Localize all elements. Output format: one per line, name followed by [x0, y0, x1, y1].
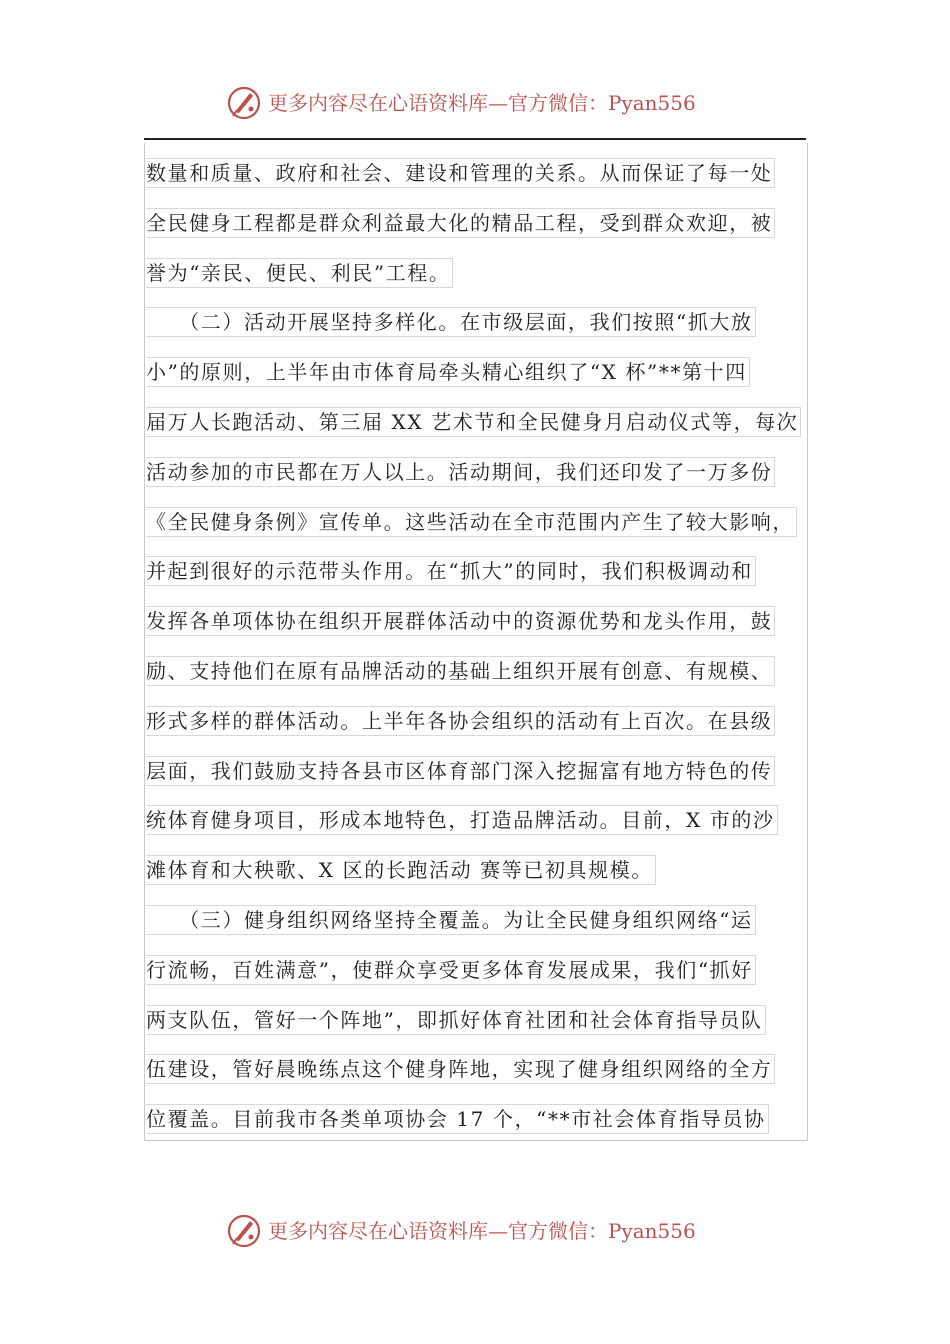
quill-logo-icon — [226, 1213, 262, 1249]
footer-banner — [0, 1210, 950, 1250]
banner-wechat: 官方微信：Pyan556 — [508, 1219, 696, 1243]
banner-site-name: 更多内容尽在心语资料库 — [268, 1219, 488, 1243]
text-line: 全民健身工程都是群众利益最大化的精品工程，受到群众欢迎，被 — [146, 208, 775, 238]
text-line: （三）健身组织网络坚持全覆盖。为让全民健身组织网络“运 — [146, 905, 756, 935]
text-frame — [144, 143, 808, 1141]
text-line: 活动参加的市民都在万人以上。活动期间，我们还印发了一万多份 — [146, 457, 775, 487]
banner-dash: — — [488, 91, 508, 115]
text-line: 形式多样的群体活动。上半年各协会组织的活动有上百次。在县级 — [146, 706, 775, 736]
text-line: 伍建设，管好晨晚练点这个健身阵地，实现了健身组织网络的全方 — [146, 1054, 775, 1084]
text-line: 统体育健身项目，形成本地特色，打造品牌活动。目前，X 市的沙 — [146, 805, 778, 835]
text-line: 发挥各单项体协在组织开展群体活动中的资源优势和龙头作用，鼓 — [146, 606, 775, 636]
banner-text — [268, 90, 696, 116]
header-banner — [0, 82, 950, 122]
text-line: 层面，我们鼓励支持各县市区体育部门深入挖掘富有地方特色的传 — [146, 756, 775, 786]
banner-dash: — — [488, 1219, 508, 1243]
text-line: 誉为“亲民、便民、利民”工程。 — [146, 258, 453, 288]
text-line: 滩体育和大秧歌、X 区的长跑活动 赛等已初具规模。 — [146, 855, 656, 885]
text-line: 《全民健身条例》宣传单。这些活动在全市范围内产生了较大影响， — [146, 507, 797, 537]
text-line: 两支队伍，管好一个阵地”，即抓好体育社团和社会体育指导员队 — [146, 1005, 766, 1035]
text-line: 并起到很好的示范带头作用。在“抓大”的同时，我们积极调动和 — [146, 556, 756, 586]
text-line: 位覆盖。目前我市各类单项协会 17 个，“**市社会体育指导员协 — [146, 1104, 769, 1134]
header-rule — [144, 138, 806, 140]
banner-wechat: 官方微信：Pyan556 — [508, 91, 696, 115]
quill-logo-icon — [226, 85, 262, 121]
banner-text — [268, 1218, 696, 1244]
text-line: （二）活动开展坚持多样化。在市级层面，我们按照“抓大放 — [146, 307, 756, 337]
text-line: 数量和质量、政府和社会、建设和管理的关系。从而保证了每一处 — [146, 158, 775, 188]
banner-site-name: 更多内容尽在心语资料库 — [268, 91, 488, 115]
text-line: 届万人长跑活动、第三届 XX 艺术节和全民健身月启动仪式等，每次 — [146, 407, 801, 437]
text-line: 励、支持他们在原有品牌活动的基础上组织开展有创意、有规模、 — [146, 656, 775, 686]
text-line: 行流畅，百姓满意”，使群众享受更多体育发展成果，我们“抓好 — [146, 955, 756, 985]
text-line: 小”的原则，上半年由市体育局牵头精心组织了“X 杯”**第十四 — [146, 357, 750, 387]
